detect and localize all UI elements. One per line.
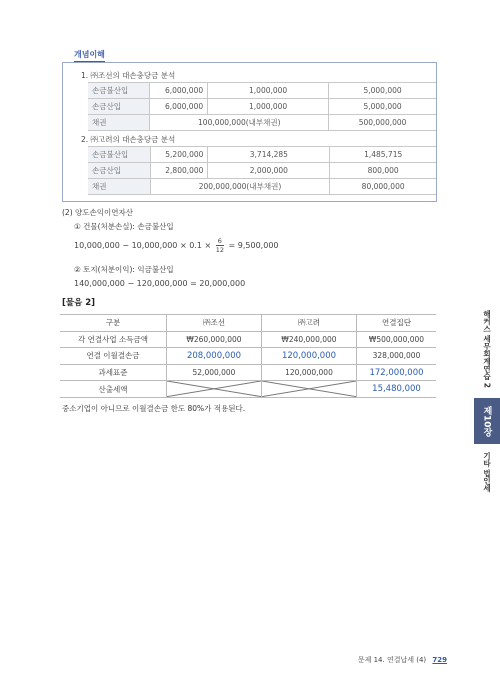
cell-value: 52,000,000 (167, 364, 262, 381)
cell-value: 6,000,000 (150, 83, 208, 99)
page-number: 729 (432, 656, 447, 664)
concept-label: 개념이해 (74, 49, 105, 62)
cell-value: 208,000,000 (167, 348, 262, 365)
fraction (216, 237, 224, 254)
gain-heading: (2) 양도손익이연자산 (62, 208, 133, 217)
table-row (88, 163, 436, 179)
concept-box (62, 62, 437, 202)
cell-value: 1,000,000 (208, 99, 329, 115)
cell-value: 80,000,000 (330, 179, 436, 195)
cell-value: ₩240,000,000 (262, 331, 357, 348)
answer-table (60, 314, 436, 398)
footer-text: 문제 14. 연결납세 (4) (357, 656, 427, 664)
side-chapter-tab (474, 398, 500, 444)
section-2-table (88, 146, 436, 195)
section-2-title: 2. ㈜고려의 대손충당금 분석 (81, 135, 176, 144)
cell-value: 200,000,000(내부채권) (150, 179, 330, 195)
gain-item-1: ① 건물(처분손실): 손금불산입 (74, 222, 174, 231)
row-label: 손금불산입 (88, 147, 150, 163)
cell-value: 5,000,000 (329, 83, 436, 99)
row-label: 손금산입 (88, 99, 150, 115)
cell-value: ₩260,000,000 (167, 331, 262, 348)
cell-value: 120,000,000 (262, 364, 357, 381)
side-book-title: 해커스 세무회계연습 2 (482, 310, 492, 388)
fraction-numerator: 6 (216, 237, 224, 246)
page-footer (358, 655, 447, 665)
cell-value: 100,000,000(내부채권) (150, 115, 329, 131)
cell-value: 15,480,000 (357, 381, 437, 398)
cell-value: 3,714,285 (208, 147, 330, 163)
table-header-row (60, 315, 436, 332)
cell-value: 2,000,000 (208, 163, 330, 179)
table-row (88, 83, 436, 99)
cell-value: 500,000,000 (329, 115, 436, 131)
empty-crossed-cell (262, 381, 357, 398)
row-label: 연결 이월결손금 (60, 348, 167, 365)
cell-value: 1,485,715 (330, 147, 436, 163)
cell-value: 172,000,000 (357, 364, 437, 381)
table-row (60, 348, 436, 365)
section-1-title: 1. ㈜조선의 대손충당금 분석 (81, 71, 176, 80)
formula-1-left: 10,000,000 − 10,000,000 × 0.1 × (74, 241, 212, 250)
table-row (88, 115, 436, 131)
cell-value: ₩500,000,000 (357, 331, 437, 348)
side-tab (474, 300, 500, 500)
row-label: 과세표준 (60, 364, 167, 381)
cross-mark (167, 381, 261, 397)
row-label: 산출세액 (60, 381, 167, 398)
header-cell: ㈜조선 (167, 315, 262, 332)
section-1-table (88, 82, 436, 131)
side-topic-wrap (478, 448, 496, 496)
question-note: 중소기업이 아니므로 이월결손금 한도 80%가 적용된다. (62, 404, 246, 413)
cell-value: 5,200,000 (150, 147, 208, 163)
table-row (88, 179, 436, 195)
cell-value: 800,000 (330, 163, 436, 179)
row-label: 채권 (88, 115, 150, 131)
side-topic: 기타 법인세 (482, 451, 492, 493)
question-title: [물음 2] (62, 298, 96, 308)
row-label: 손금불산입 (88, 83, 150, 99)
row-label: 손금산입 (88, 163, 150, 179)
row-label: 채권 (88, 179, 150, 195)
cross-mark (262, 381, 356, 397)
fraction-denominator: 12 (215, 246, 224, 254)
cell-value: 6,000,000 (150, 99, 208, 115)
formula-1-right: = 9,500,000 (228, 241, 279, 250)
cell-value: 328,000,000 (357, 348, 437, 365)
table-row (88, 147, 436, 163)
side-chapter: 제10장 (481, 405, 492, 437)
formula-2: 140,000,000 − 120,000,000 = 20,000,000 (74, 279, 246, 288)
table-row (88, 99, 436, 115)
side-book-title-wrap (478, 300, 496, 398)
header-cell: 연결집단 (357, 315, 437, 332)
row-label: 각 연결사업 소득금액 (60, 331, 167, 348)
table-row (60, 331, 436, 348)
header-cell: ㈜고려 (262, 315, 357, 332)
header-cell: 구분 (60, 315, 167, 332)
empty-crossed-cell (167, 381, 262, 398)
cell-value: 1,000,000 (208, 83, 329, 99)
table-row (60, 381, 436, 398)
cell-value: 5,000,000 (329, 99, 436, 115)
table-row (60, 364, 436, 381)
cell-value: 120,000,000 (262, 348, 357, 365)
cell-value: 2,800,000 (150, 163, 208, 179)
formula-1 (74, 237, 279, 254)
gain-item-2: ② 토지(처분이익): 익금불산입 (74, 265, 174, 274)
